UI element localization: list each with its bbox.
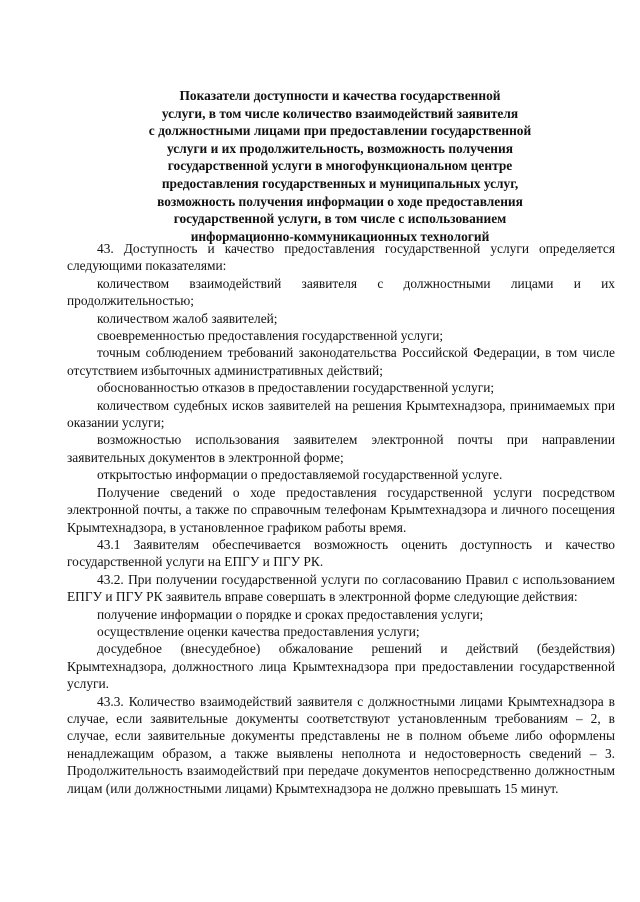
paragraph-43-3: 43.3. Количество взаимодействий заявителя с должностными лицами Крымтехнадзора в случае, если заявительные документы соответствуют установленным требованиям – 2, в случае, если заявительные документы представлены не в полном объеме либо оформлены ненадлежащим образом, а также выявлены неполнота и недостоверность сведений – 3. Продолжительность взаимодействий при передаче документов непосредственно должностным лицам (или должностными лицами) Крымтехнадзора не должно превышать 15 минут. [67, 693, 615, 796]
title-line: Показатели доступности и качества государственной [179, 88, 501, 103]
paragraph-43-2: 43.2. При получении государственной услуги по согласованию Правил с использованием ЕПГУ и ПГУ РК заявитель вправе совершать в электронной форме следующие действия: [67, 571, 615, 605]
indicator-item: открытостью информации о предоставляемой государственной услуге. [97, 467, 503, 483]
title-line: государственной услуги, в том числе с использованием [173, 211, 507, 227]
title-line: предоставления государственных и муниципальных услуг, [161, 175, 519, 191]
indicator-item: количеством жалоб заявителей; [97, 310, 278, 326]
title-line: с должностными лицами при предоставлении государственной [148, 123, 532, 139]
title-line: услуги и их продолжительность, возможность получения [167, 140, 513, 156]
title-line: возможность получения информации о ходе предоставления [157, 193, 523, 209]
title-line: информационно-коммуникационных технологий [190, 228, 490, 244]
paragraph-info-receipt: Получение сведений о ходе предоставления государственной услуги посредством электронной почты, а также по справочным телефонам Крымтехнадзора и личного посещения Крымтехнадзора, в установленное графиком работы время. [67, 484, 615, 535]
indicator-item: обоснованностью отказов в предоставлении государственной услуги; [97, 380, 495, 396]
title-line: услуги, в том числе количество взаимодействий заявителя [161, 105, 519, 121]
indicator-item: количеством судебных исков заявителей на решения Крымтехнадзора, принимаемых при оказании услуги; [67, 397, 615, 431]
title-line: государственной услуги в многофункциональном центре [167, 158, 513, 174]
indicator-item: точным соблюдением требований законодательства Российской Федерации, в том числе отсутствием избыточных административных действий; [67, 345, 615, 378]
section-title [100, 87, 580, 245]
indicator-item: количеством взаимодействий заявителя с должностными лицами и их продолжительностью; [67, 275, 615, 309]
action-item: получение информации о порядке и сроках предоставления услуги; [97, 606, 484, 622]
action-item: досудебное (внесудебное) обжалование решений и действий (бездействия) Крымтехнадзора, должностного лица Крымтехнадзора при предоставлении государственной услуги. [67, 641, 615, 692]
document-body [67, 240, 615, 797]
action-item: осуществление оценки качества предоставления услуги; [97, 623, 420, 639]
indicator-item: своевременностью предоставления государственной услуги; [97, 328, 444, 344]
indicator-item: возможностью использования заявителем электронной почты при направлении заявительных документов в электронной форме; [67, 432, 615, 465]
paragraph-43-1: 43.1 Заявителям обеспечивается возможность оценить доступность и качество государственной услуги на ЕПГУ и ПГУ РК. [67, 536, 615, 570]
paragraph-43: 43. Доступность и качество предоставления государственной услуги определяется следующими показателями: [67, 241, 615, 274]
